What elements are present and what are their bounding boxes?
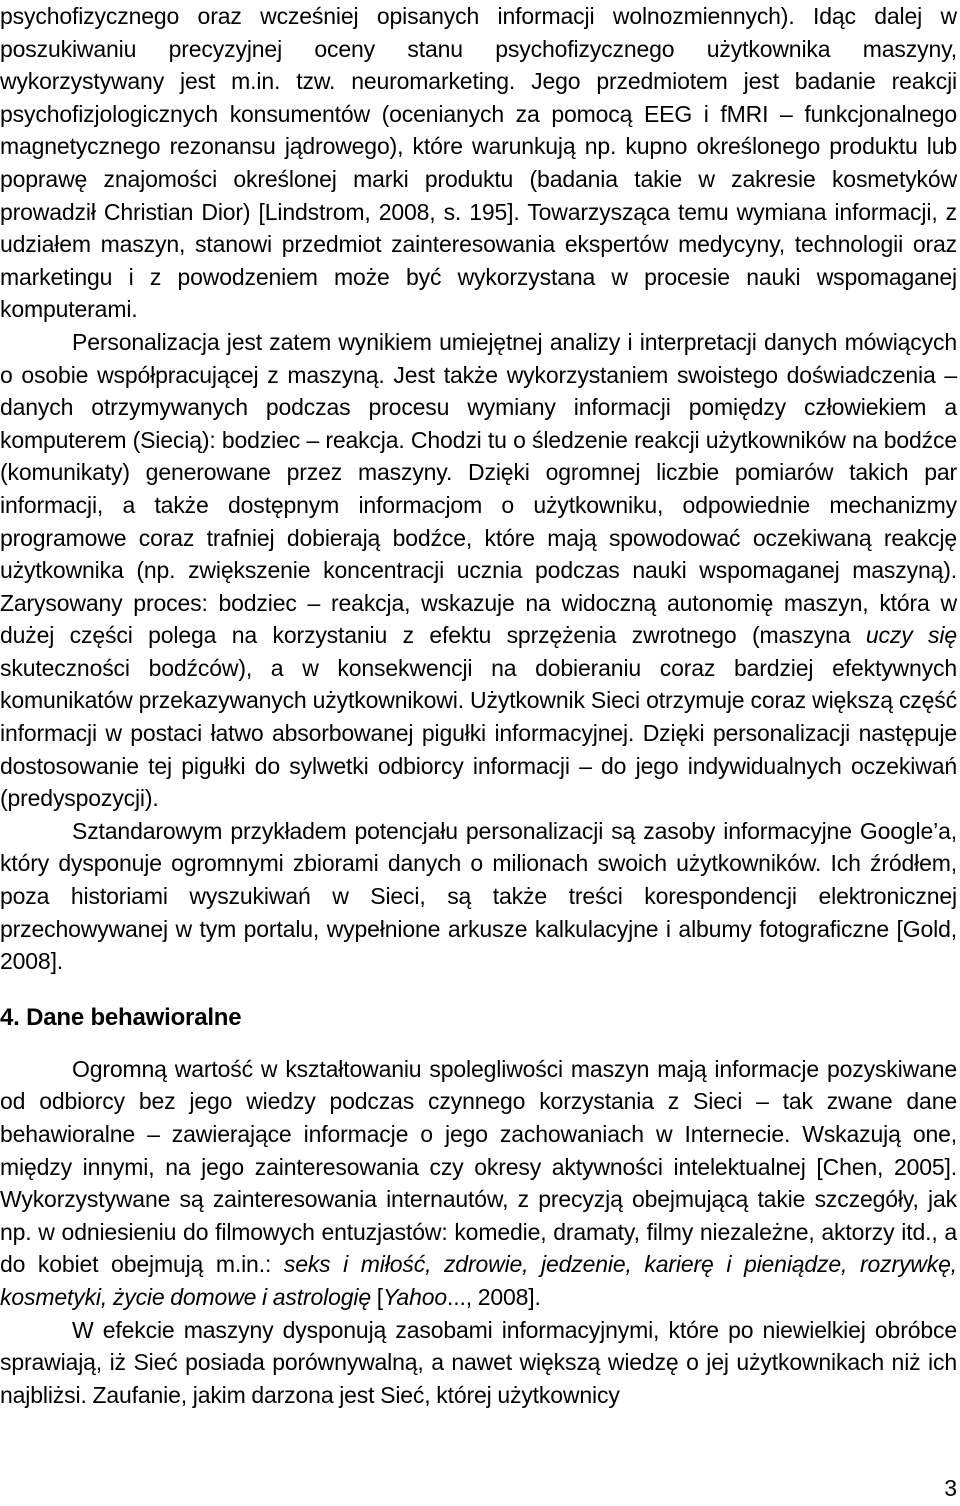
paragraph-text: Personalizacja jest zatem wynikiem umiejętnej analizy i interpretacji danych mówiących o osobie współpracującej z maszyną. Jest także wykorzystaniem swoistego doświadczenia – danych otrzymywanych podczas procesu wymiany informacji pomiędzy człowiekiem a komputerem (Siecią): bodziec – reakcja. Chodzi tu o śledzenie reakcji użytkowników na bodźce (komunikaty) generowane przez maszyny. Dzięki ogromnej liczbie pomiarów takich par informacji, a także dostępnym informacjom o użytkowniku, odpowiednie mechanizmy programowe coraz trafniej dobierają bodźce, które mają spowodować oczekiwaną reakcję użytkownika (np. zwiększenie koncentracji ucznia podczas nauki wspomaganej maszyną). Zarysowany proces: bodziec – reakcja, wskazuje na widoczną autonomię maszyn, która w dużej części polega na korzystaniu z efektu sprzężenia zwrotnego (maszyna — [0, 328, 957, 649]
paragraph-google-example — [0, 815, 957, 978]
paragraph-behavioral-data — [0, 1053, 957, 1314]
emphasis-text: uczy się — [865, 622, 957, 649]
paragraph-text: Ogromną wartość w kształtowaniu spolegliwości maszyn mają informacje pozyskiwane od odbiorcy bez jego wiedzy podczas czynnego korzystania z Sieci – tak zwane dane behawioralne – zawierające informacje o jego zachowaniach w Internecie. Wskazują one, między innymi, na jego zainteresowania czy okresy aktywności intelektualnej [Chen, 2005]. Wykorzystywane są zainteresowania internautów, z precyzją obejmującą takie szczegóły, jak np. w odniesieniu do filmowych entuzjastów: komedie, dramaty, filmy niezależne, aktorzy itd., a do kobiet obejmują m.in.: — [0, 1055, 957, 1278]
paragraph-text: skuteczności bodźców), a w konsekwencji na dobieraniu coraz bardziej efektywnych komunikatów przekazywanych użytkownikowi. Użytkownik Sieci otrzymuje coraz większą część informacji w postaci łatwo absorbowanej pigułki informacyjnej. Dzięki personalizacji następuje dostosowanie tej pigułki do sylwetki odbiorcy informacji – do jego indywidualnych oczekiwań (predyspozycji). — [0, 654, 957, 812]
paragraph-text: [ — [370, 1283, 383, 1310]
section-heading: 4. Dane behawioralne — [0, 1003, 242, 1031]
paragraph-neuromarketing — [0, 0, 957, 326]
emphasis-text: seks i miłość, zdrowie, jedzenie, karierę i pieniądze, rozrywkę, kosmetyki, życie domowe i astrologię — [0, 1251, 958, 1310]
paragraph-text: psychofizycznego oraz wcześniej opisanych informacji wolnozmiennych). Idąc dalej w poszukiwaniu precyzyjnej oceny stanu psychofizycznego użytkownika maszyny, wykorzystywany jest m.in. tzw. neuromarketing. Jego przedmiotem jest badanie reakcji psychofizjologicznych konsumentów (ocenianych za pomocą EEG i fMRI – funkcjonalnego magnetycznego rezonansu jądrowego), które warunkują np. kupno określonego produktu lub poprawę znajomości określonej marki produktu (badania takie w zakresie kosmetyków prowadził Christian Dior) [Lindstrom, 2008, s. 195]. Towarzysząca temu wymiana informacji, z udziałem maszyn, stanowi przedmiot zainteresowania ekspertów medycyny, technologii oraz marketingu i z powodzeniem może być wykorzystana w procesie nauki wspomaganej komputerami. — [0, 3, 957, 323]
paragraph-effect — [0, 1314, 957, 1412]
page-number: 3 — [944, 1475, 957, 1501]
paragraph-text: W efekcie maszyny dysponują zasobami informacyjnymi, które po niewielkiej obróbce sprawiają, iż Sieć posiada porównywalną, a nawet większą wiedzę o jej użytkownikach niż ich najbliżsi. Zaufanie, jakim darzona jest Sieć, której użytkownicy — [0, 1316, 957, 1408]
citation-source: Yahoo — [382, 1283, 448, 1310]
paragraph-personalization — [0, 326, 957, 815]
paragraph-text: Sztandarowym przykładem potencjału personalizacji są zasoby informacyjne Google’a, który dysponuje ogromnymi zbiorami danych o milionach swoich użytkowników. Ich źródłem, poza historiami wyszukiwań w Sieci, są także treści korespondencji elektronicznej przechowywanej w tym portalu, wypełnione arkusze kalkulacyjne i albumy fotograficzne [Gold, 2008]. — [0, 817, 957, 975]
paragraph-text: ..., 2008]. — [447, 1283, 541, 1310]
